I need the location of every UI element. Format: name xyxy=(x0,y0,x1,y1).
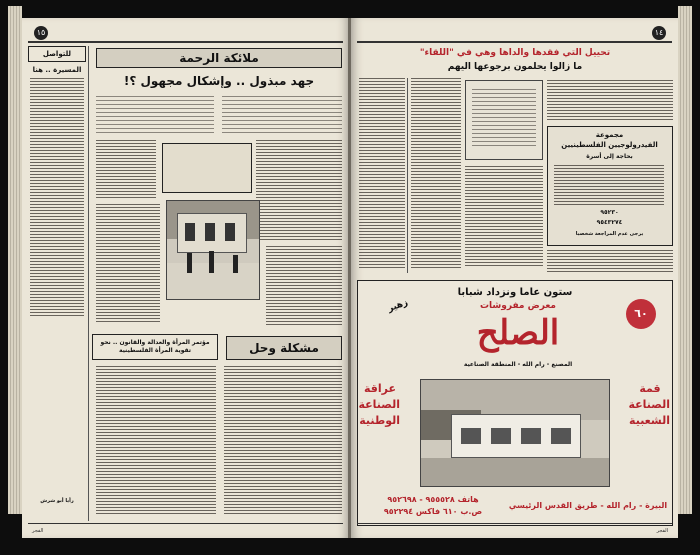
document-image xyxy=(465,80,543,160)
paper-edge-stack-right xyxy=(678,6,692,514)
ad-tagline: ستون عاما ونزداد شبابا xyxy=(457,287,573,298)
footer-label-right: الفجر xyxy=(656,528,668,534)
article-text xyxy=(547,250,673,272)
ad-side-left: عراقة الصناعة الوطنية xyxy=(358,382,400,427)
ad-signature: زهير xyxy=(386,297,410,315)
header-rule xyxy=(28,41,343,43)
ad-phone-1: هاتف ٩٥٥٥٢٨ - ٩٥٢٦٩٨ xyxy=(387,495,479,504)
page-number-left: ١٥ xyxy=(34,26,48,40)
ad-side-right: قمة الصناعة الشعبية xyxy=(628,382,670,427)
footer-rule xyxy=(357,523,672,524)
article-text xyxy=(547,80,673,122)
ad-phone-2: ص.ب ٦١٠ فاكس ٩٥٢٢٩٤ xyxy=(383,507,483,516)
article-text xyxy=(96,204,160,324)
article-text xyxy=(222,96,342,136)
article-text xyxy=(411,78,461,268)
box-title: مشكلة وحل xyxy=(226,336,342,360)
sidebar-text xyxy=(30,78,84,318)
article-text xyxy=(224,366,342,516)
newspaper-spread xyxy=(22,18,678,538)
right-page xyxy=(351,18,678,538)
page-number-right: ١٤ xyxy=(652,26,666,40)
ad-badge: ٦٠ xyxy=(626,299,656,329)
ad-brand-small: معرض مفروشات xyxy=(479,301,556,311)
section-label: ملائكة الرحمة xyxy=(96,48,342,68)
ad-brand: الصلح xyxy=(476,313,560,353)
column-rule xyxy=(88,46,89,521)
footer-label-left: الفجر xyxy=(32,528,44,534)
ad-address: البيرة - رام الله - طريق القدس الرئيسي xyxy=(508,501,668,510)
column-rule xyxy=(407,78,408,273)
ad-subtitle: المصنع - رام الله - المنطقة الصناعية xyxy=(463,361,573,368)
article-text xyxy=(266,246,342,326)
headline-sub: ما زالوا يحلمون برجوعها اليهم xyxy=(447,62,583,72)
notice-label-2: الفيدرولوجيين الفلسطينيين xyxy=(561,141,658,149)
notice-footer: يرجى عدم المراجعة شخصيا xyxy=(575,231,644,237)
furniture-ad xyxy=(357,280,673,526)
notice-phone-1: ٩٥٢٣٠ xyxy=(600,209,619,216)
article-text xyxy=(96,366,216,516)
main-headline: جهد مبذول .. وإشكال مجهول ؟! xyxy=(123,74,315,88)
article-text xyxy=(96,96,214,136)
header-rule xyxy=(357,41,672,43)
lower-headline: مؤتمر المرأة والعدالة والقانون .. نحو تقوية المرأة الفلسطينية xyxy=(92,334,218,360)
headline-top: تحييل التي فقدها والداها وهي في "اللقاء" xyxy=(419,48,611,58)
sidebar-signature: رأيا أبو شرش xyxy=(40,498,74,504)
notice-label-1: مجموعة xyxy=(595,131,624,139)
sidebar-heading: للتواصل xyxy=(28,46,86,62)
left-page xyxy=(22,18,349,538)
article-text xyxy=(256,140,342,240)
notice-phone-2: ٩٥٤٣٢٧٤ xyxy=(596,219,623,226)
notice-box xyxy=(547,126,673,246)
notice-label-3: بحاجة إلى أسرة xyxy=(586,153,633,160)
sidebar-subheading: المسيرة .. هنا xyxy=(32,66,82,74)
showroom-photo xyxy=(420,379,610,487)
article-text xyxy=(96,140,156,200)
article-text xyxy=(465,166,543,266)
article-text xyxy=(359,78,405,268)
footer-rule xyxy=(28,523,343,524)
paper-edge-stack-left xyxy=(8,6,22,514)
article-photo xyxy=(166,200,260,300)
pull-quote-box xyxy=(162,143,252,193)
